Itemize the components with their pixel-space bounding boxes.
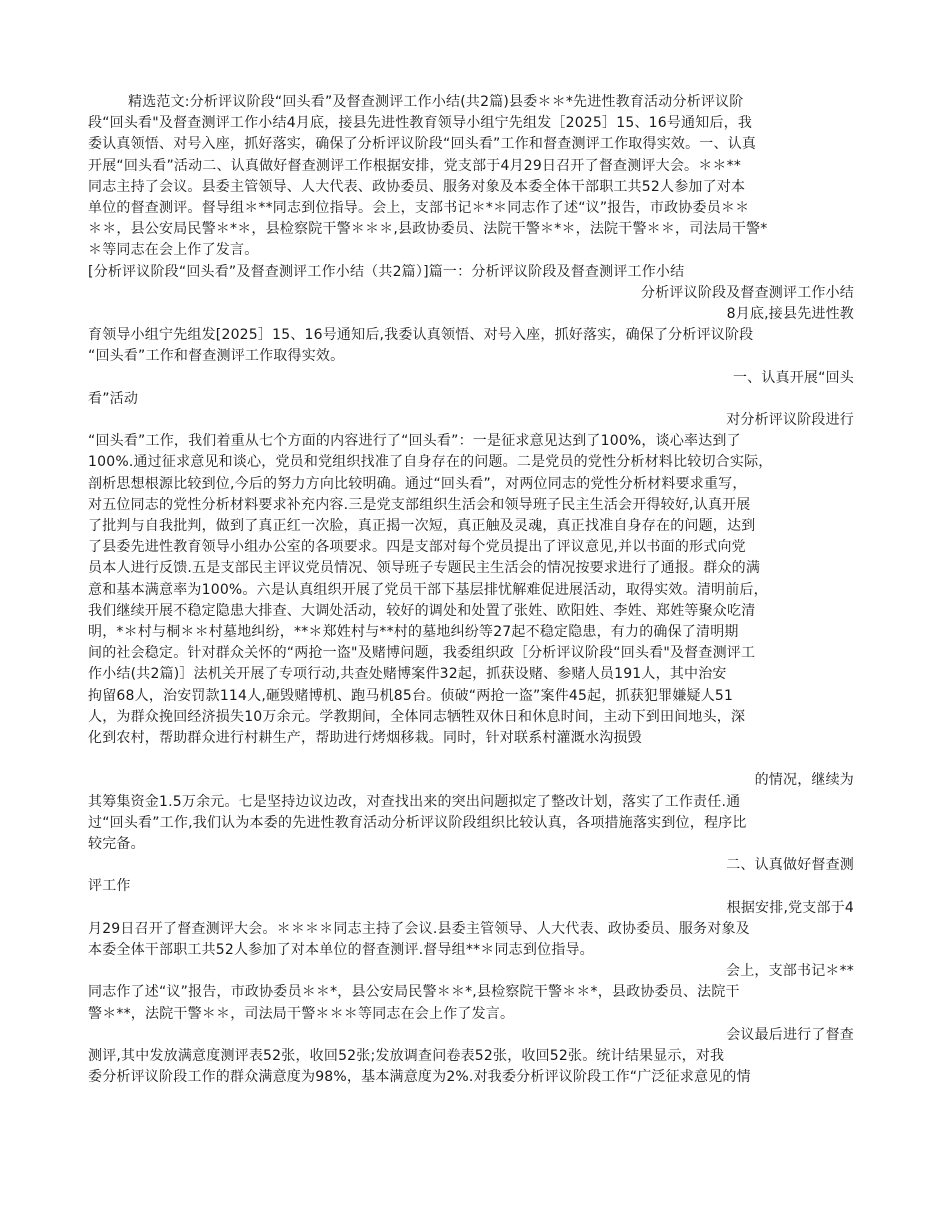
- text-line: 100%.通过征求意见和谈心，党员和党组织找准了自身存在的问题。二是党员的党性分析材料比较切合实际，: [88, 454, 773, 471]
- text-line: 开展“回头看”活动二、认真做好督查测评工作根据安排，党支部于4月29日召开了督查测评大会。＊＊**: [88, 157, 742, 174]
- text-line: 月29日召开了督查测评大会。＊＊＊＊同志主持了会议.县委主管领导、人大代表、政协委员、服务对象及: [88, 920, 750, 937]
- document-page: [88, 92, 854, 1088]
- text-line: 会上，支部书记＊**: [726, 963, 854, 980]
- text-line: 委分析评议阶段工作的群众满意度为98%，基本满意度为2%.对我委分析评议阶段工作“广泛征求意见的情: [88, 1069, 751, 1086]
- heading-line: 二、认真做好督查测: [726, 857, 854, 874]
- text-line: 对分析评议阶段进行: [726, 412, 854, 429]
- text-line: 意和基本满意率为100%。六是认真组织开展了党员干部下基层排忧解难促进展活动，取得实效。清明前后，: [88, 581, 768, 598]
- text-line: 对五位同志的党性分析材料要求补充内容.三是党支部组织生活会和领导班子民主生活会开得较好,认真开展: [88, 496, 751, 513]
- text-line: 员本人进行反馈.五是支部民主评议党员情况、领导班子专题民主生活会的情况按要求进行了通报。群众的满: [88, 560, 761, 577]
- text-line: 的情况，继续为: [754, 772, 854, 789]
- text-line: 会议最后进行了督查: [726, 1026, 854, 1043]
- heading-line: 一、认真开展“回头: [732, 369, 854, 386]
- text-line: [分析评议阶段“回头看”及督查测评工作小结（共2篇）]篇一：分析评议阶段及督查测评工作小结: [88, 263, 685, 280]
- text-line: ＊＊，县公安局民警＊*＊，县检察院干警＊＊＊,县政协委员、法院干警＊*＊，法院干警＊＊，司法局干警*: [88, 221, 768, 238]
- text-line: “回头看”工作和督查测评工作取得实效。: [88, 348, 345, 365]
- section-title: 分析评议阶段及督查测评工作小结: [641, 284, 854, 301]
- text-line: 育领导小组宁先组发[2025］15、16号通知后,我委认真领悟、对号入座，抓好落实，确保了分析评议阶段: [88, 327, 754, 344]
- text-line: 本委全体干部职工共52人参加了对本单位的督查测评.督导组**＊同志到位指导。: [88, 941, 594, 958]
- text-line: “回头看”工作，我们着重从七个方面的内容进行了“回头看”：一是征求意见达到了100%，谈心率达到了: [88, 433, 741, 450]
- text-line: 单位的督查测评。督导组＊**同志到位指导。会上，支部书记＊*＊同志作了述“议”报告，市政协委员＊＊: [88, 200, 750, 217]
- text-line: 警＊**，法院干警＊＊，司法局干警＊＊＊等同志在会上作了发言。: [88, 1005, 515, 1022]
- text-line: 8月底,接县先进性教: [726, 306, 854, 323]
- text-line: 其筹集资金1.5万余元。七是坚持边议边改，对查找出来的突出问题拟定了整改计划，落实了工作责任.通: [88, 793, 741, 810]
- text-line: 根据安排,党支部于4: [726, 899, 854, 916]
- text-line: 过“回头看”工作,我们认为本委的先进性教育活动分析评议阶段组织比较认真，各项措施落实到位，程序比: [88, 814, 747, 831]
- text-line: 段“回头看"及督查测评工作小结4月底，接县先进性教育领导小组宁先组发［2025］15、16号通知后，我: [88, 115, 753, 132]
- text-line: 我们继续开展不稳定隐患大排查、大调处活动，较好的调处和处置了张姓、欧阳姓、李姓、郑姓等聚众吃清: [88, 602, 756, 619]
- text-line: 作小结(共2篇)］法机关开展了专项行动,共查处赌博案件32起，抓获设赌、参赌人员191人，其中治安: [88, 666, 727, 683]
- text-line: 较完备。: [88, 835, 145, 852]
- text-line: 拘留68人，治安罚款114人,砸毁赌博机、跑马机85台。侦破“两抢一盗”案件45起，抓获犯罪嫌疑人51: [88, 687, 734, 704]
- text-line: 精选范文:分析评议阶段“回头看”及督查测评工作小结(共2篇)县委＊＊*先进性教育活动分析评议阶: [128, 94, 744, 110]
- text-line: 了批判与自我批判，做到了真正红一次脸，真正揭一次短，真正触及灵魂，真正找准自身存在的问题，达到: [88, 518, 756, 535]
- text-line: 了县委先进性教育领导小组办公室的各项要求。四是支部对每个党员提出了评议意见,并以书面的形式向党: [88, 539, 746, 556]
- text-line: ＊等同志在会上作了发言。: [88, 242, 259, 259]
- text-line: 间的社会稳定。针对群众关怀的“两抢一盗"及赌博问题，我委组织政［分析评议阶段“回头看"及督查测评工: [88, 645, 756, 662]
- text-line: 同志主持了会议。县委主管领导、人大代表、政协委员、服务对象及本委全体干部职工共52人参加了对本: [88, 178, 746, 195]
- text-line: 同志作了述“议”报告，市政协委员＊＊*，县公安局民警＊＊*,县检察院干警＊＊*，县政协委员、法院干: [88, 984, 740, 1001]
- text-line: 委认真领悟、对号入座，抓好落实，确保了分析评议阶段“回头看”工作和督查测评工作取得实效。一、认真: [88, 136, 757, 153]
- text-line: 剖析思想根源比较到位,今后的努力方向比较明确。通过“回头看”，对两位同志的党性分析材料要求重写，: [88, 475, 747, 492]
- heading-line: 评工作: [88, 878, 131, 895]
- heading-line: 看”活动: [88, 390, 139, 407]
- blank-gap: [88, 749, 854, 770]
- text-line: 人，为群众挽回经济损失10万余元。学教期间，全体同志牺牲双休日和休息时间，主动下到田间地头，深: [88, 708, 746, 725]
- text-line: 明，*＊村与桐＊＊村墓地纠纷，**＊郑姓村与**村的墓地纠纷等27起不稳定隐患，有力的确保了清明期: [88, 624, 739, 641]
- text-line: 化到农村，帮助群众进行村耕生产，帮助进行烤烟移栽。同时，针对联系村灌溉水沟损毁: [88, 730, 642, 747]
- text-line: 测评,其中发放满意度测评表52张，收回52张;发放调查问卷表52张，收回52张。统计结果显示，对我: [88, 1047, 725, 1064]
